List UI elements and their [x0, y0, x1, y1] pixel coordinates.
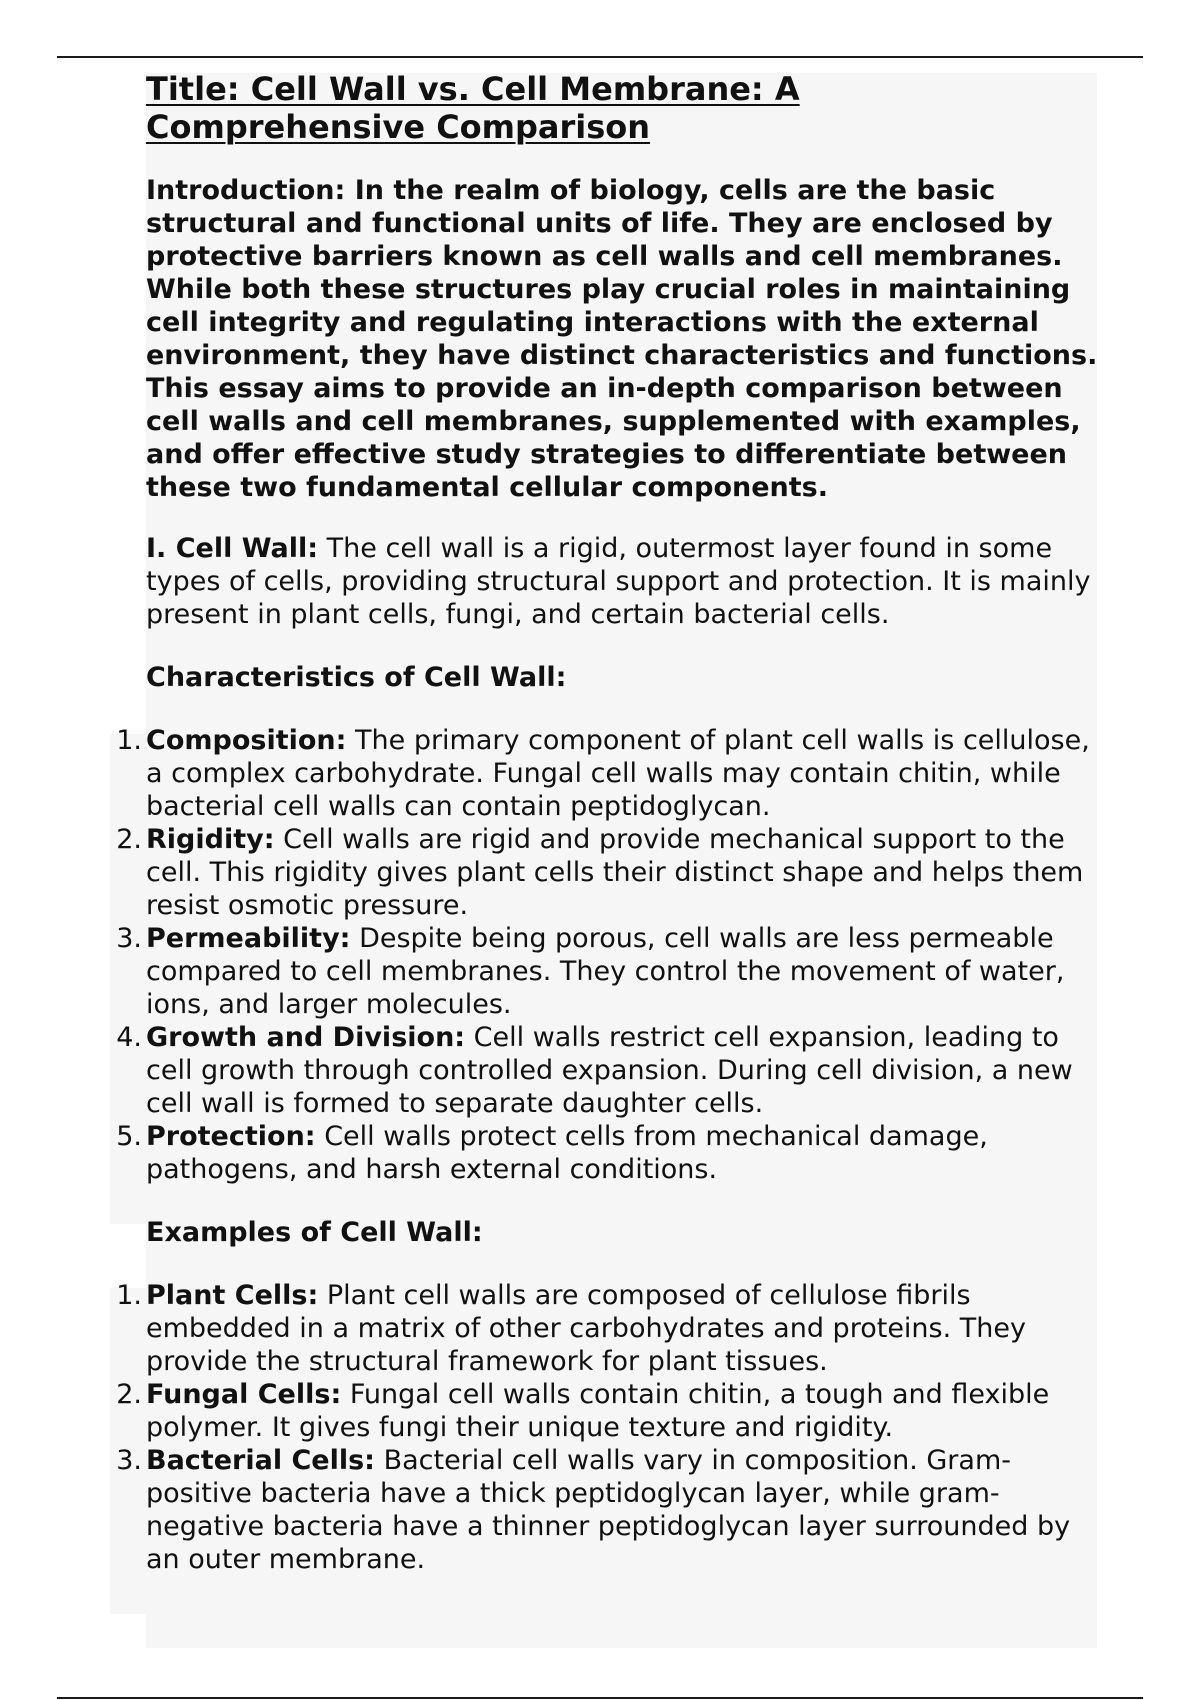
examples-list — [116, 1279, 1098, 1576]
item-label: Growth and Division: — [146, 1022, 466, 1053]
list-item — [116, 823, 1098, 922]
list-item — [116, 1120, 1098, 1186]
item-text: Cell walls restrict cell expansion, leading to cell growth through controlled expansion. During cell division, a new cell wall is formed to separate daughter cells. — [146, 1022, 1073, 1119]
characteristics-list — [116, 724, 1098, 1186]
list-number: 2. — [116, 824, 142, 855]
list-number: 5. — [116, 1121, 142, 1152]
item-text: The primary component of plant cell walls is cellulose, a complex carbohydrate. Fungal cell walls may contain chitin, while bacterial cell walls can contain peptidoglycan. — [146, 725, 1090, 822]
list-item — [116, 1378, 1098, 1444]
item-label: Permeability: — [146, 923, 351, 954]
item-text: Despite being porous, cell walls are less permeable compared to cell membranes. They control the movement of water, ions, and larger molecules. — [146, 923, 1065, 1020]
item-text: Cell walls protect cells from mechanical damage, pathogens, and harsh external conditions. — [146, 1121, 988, 1185]
list-item — [116, 1279, 1098, 1378]
item-text: Bacterial cell walls vary in composition. Gram-positive bacteria have a thick peptidoglycan layer, while gram-negative bacteria have a thinner peptidoglycan layer surrounded by an outer membrane. — [146, 1445, 1071, 1575]
item-label: Composition: — [146, 725, 347, 756]
item-text: Plant cell walls are composed of cellulose fibrils embedded in a matrix of other carbohydrates and proteins. They provide the structural framework for plant tissues. — [146, 1280, 1026, 1377]
examples-heading: Examples of Cell Wall: — [146, 1217, 483, 1248]
item-text: Fungal cell walls contain chitin, a tough and flexible polymer. It gives fungi their unique texture and rigidity. — [146, 1379, 1050, 1443]
list-number: 3. — [116, 1445, 142, 1476]
page-title: Title: Cell Wall vs. Cell Membrane: A Comprehensive Comparison — [146, 70, 800, 146]
bottom-rule — [57, 1697, 1143, 1699]
list-item — [116, 1021, 1098, 1120]
item-label: Fungal Cells: — [146, 1379, 342, 1410]
list-number: 1. — [116, 725, 142, 756]
list-number: 2. — [116, 1379, 142, 1410]
list-item — [116, 724, 1098, 823]
item-label: Rigidity: — [146, 824, 275, 855]
list-number: 4. — [116, 1022, 142, 1053]
list-item — [116, 922, 1098, 1021]
item-label: Bacterial Cells: — [146, 1445, 375, 1476]
top-rule — [57, 56, 1143, 58]
item-text: Cell walls are rigid and provide mechanical support to the cell. This rigidity gives plant cells their distinct shape and helps them resist osmotic pressure. — [146, 824, 1084, 921]
introduction-paragraph: Introduction: In the realm of biology, cells are the basic structural and functional units of life. They are enclosed by protective barriers known as cell walls and cell membranes. While both these structures play crucial roles in maintaining cell integrity and regulating interactions with the external environment, they have distinct characteristics and functions. This essay aims to provide an in-depth comparison between cell walls and cell membranes, supplemented with examples, and offer effective study strategies to differentiate between these two fundamental cellular components. — [146, 175, 1098, 503]
section-heading: I. Cell Wall: — [146, 533, 319, 564]
item-label: Plant Cells: — [146, 1280, 319, 1311]
list-number: 1. — [116, 1280, 142, 1311]
document-body — [116, 70, 1098, 1606]
item-label: Protection: — [146, 1121, 316, 1152]
list-item — [116, 1444, 1098, 1576]
section-text: The cell wall is a rigid, outermost layer found in some types of cells, providing structural support and protection. It is mainly present in plant cells, fungi, and certain bacterial cells. — [146, 533, 1091, 630]
characteristics-heading: Characteristics of Cell Wall: — [146, 662, 567, 693]
list-number: 3. — [116, 923, 142, 954]
cell-wall-paragraph — [146, 532, 1098, 631]
